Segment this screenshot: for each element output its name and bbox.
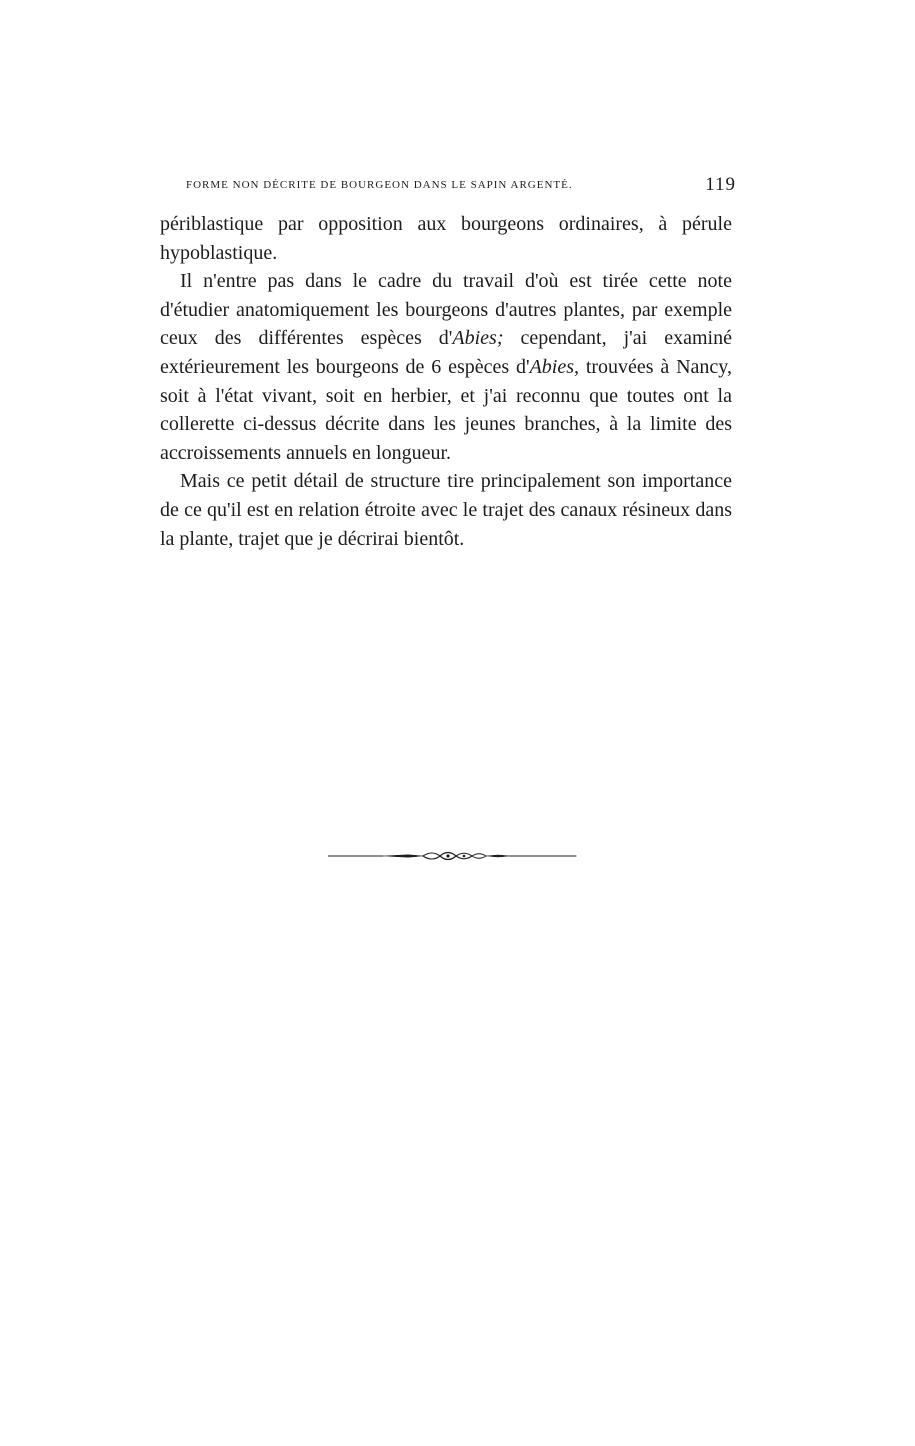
body-text	[160, 210, 732, 553]
page-number: 119	[705, 174, 736, 195]
genus-name: Abies,	[529, 355, 580, 378]
paragraph-resin-canals: Mais ce petit détail de structure tire principalement son importance de ce qu'il est en relation étroite avec le trajet des canaux résineux dans la plante, trajet que je décrirai bientôt.	[160, 470, 732, 550]
paragraph-continued: périblastique par opposition aux bourgeons ordinaires, à pérule hypoblastique.	[160, 213, 732, 264]
running-head	[186, 176, 746, 198]
end-of-section-rule-ornament	[328, 848, 578, 864]
running-title: FORME NON DÉCRITE DE BOURGEON DANS LE SAPIN ARGENTÉ.	[186, 179, 573, 191]
paragraph-abies-buds: Il n'entre pas dans le cadre du travail d'où est tirée cette note d'étudier anatomiquement les bourgeons d'autres plantes, par exemple ceux des différentes espèces d'Abies; cependant, j'ai examiné extérieurement les bourgeons de 6 espèces d'Abies, trouvées à Nancy, soit à l'état vivant, soit en herbier, et j'ai reconnu que toutes ont la collerette ci-dessus décrite dans les jeunes branches, à la limite des accroissements annuels en longueur.	[160, 270, 732, 464]
genus-name: Abies;	[452, 327, 504, 350]
